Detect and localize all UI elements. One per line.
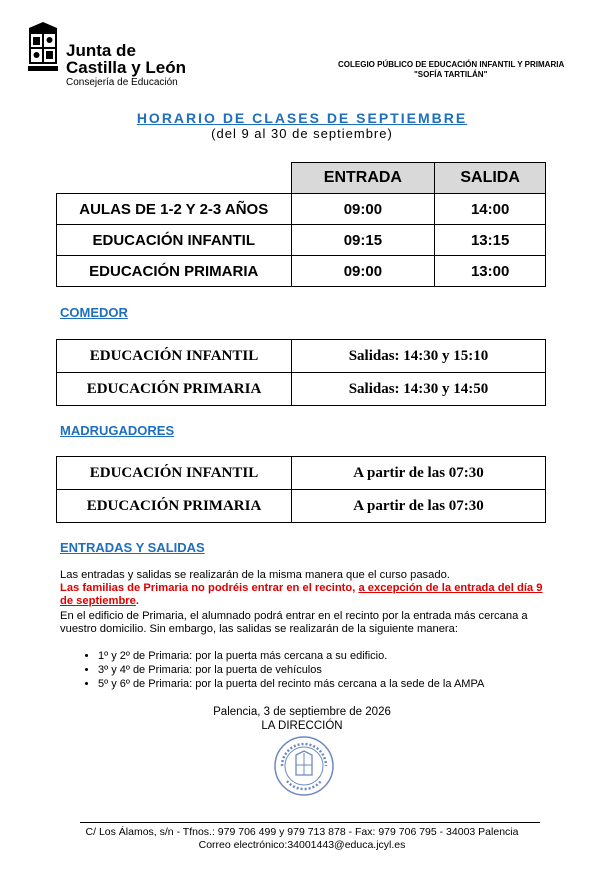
footer-email: Correo electrónico:34001443@educa.jcyl.es [198, 839, 406, 851]
exit-rules-list [60, 649, 484, 691]
org-department: Consejería de Educación [66, 77, 178, 88]
table-row [57, 490, 546, 523]
salida-time: 14:00 [435, 194, 546, 225]
table-row [57, 225, 546, 256]
madrugadores-table [56, 456, 546, 523]
school-stamp-seal [273, 735, 335, 797]
primaria-warning-end: . [135, 595, 139, 607]
org-name-line1: Junta de [66, 41, 136, 60]
header-entrada: ENTRADA [291, 163, 435, 194]
row-label: EDUCACIÓN INFANTIL [57, 457, 292, 490]
row-label: AULAS DE 1-2 Y 2-3 AÑOS [57, 194, 292, 225]
row-label: EDUCACIÓN PRIMARIA [57, 256, 292, 287]
header-salida: SALIDA [435, 163, 546, 194]
page-title: HORARIO DE CLASES DE SEPTIEMBRE [136, 110, 468, 126]
entrada-time: 09:00 [291, 256, 435, 287]
table-row [57, 256, 546, 287]
signer: LA DIRECCIÓN [261, 720, 343, 732]
schedule-header-row [57, 163, 546, 194]
row-value: Salidas: 14:30 y 14:50 [292, 373, 546, 406]
entradas-paragraph-1: Las entradas y salidas se realizarán de la misma manera que el curso pasado. [60, 569, 450, 581]
table-row [57, 340, 546, 373]
entrada-time: 09:15 [291, 225, 435, 256]
schedule-table [56, 162, 546, 287]
row-label: EDUCACIÓN INFANTIL [57, 225, 292, 256]
footer-divider [80, 822, 540, 823]
table-row [57, 457, 546, 490]
table-row [57, 194, 546, 225]
table-row [57, 373, 546, 406]
entradas-paragraph-3: En el edificio de Primaria, el alumnado podrá entrar en el recinto por la entrada más cercana a vuestro domicilio. Sin embargo, las salidas se realizarán de la siguiente manera: [60, 610, 528, 635]
page-subtitle: (del 9 al 30 de septiembre) [211, 126, 393, 141]
castilla-leon-coat-of-arms-logo [26, 20, 60, 72]
list-item: • 5º y 6º de Primaria: por la puerta del recinto más cercana a la sede de la AMPA [98, 677, 484, 691]
list-item: • 3º y 4º de Primaria: por la puerta de vehículos [98, 663, 484, 677]
footer-address: C/ Los Álamos, s/n - Tfnos.: 979 706 499 y 979 713 878 - Fax: 979 706 795 - 34003 Palencia [85, 826, 519, 838]
school-subname: "SOFÍA TARTILÁN" [414, 70, 488, 79]
org-name-line2: Castilla y León [66, 58, 186, 77]
row-label: EDUCACIÓN PRIMARIA [57, 373, 292, 406]
comedor-heading: COMEDOR [60, 305, 128, 320]
entradas-heading: ENTRADAS Y SALIDAS [60, 540, 205, 555]
entradas-paragraph-2 [60, 582, 550, 608]
row-label: EDUCACIÓN PRIMARIA [57, 490, 292, 523]
row-value: A partir de las 07:30 [292, 490, 546, 523]
entrada-time: 09:00 [291, 194, 435, 225]
school-name: COLEGIO PÚBLICO DE EDUCACIÓN INFANTIL Y PRIMARIA [338, 60, 565, 69]
primaria-exception: a excepción de la entrada del día 9 de septiembre [60, 582, 543, 607]
place-date: Palencia, 3 de septiembre de 2026 [213, 706, 391, 718]
salida-time: 13:00 [435, 256, 546, 287]
blank-header-cell [57, 163, 292, 194]
primaria-warning: Las familias de Primaria no podréis entrar en el recinto, [60, 582, 356, 594]
list-item: • 1º y 2º de Primaria: por la puerta más cercana a su edificio. [98, 649, 484, 663]
madrugadores-heading: MADRUGADORES [60, 423, 175, 438]
row-value: A partir de las 07:30 [292, 457, 546, 490]
row-label: EDUCACIÓN INFANTIL [57, 340, 292, 373]
comedor-table [56, 339, 546, 406]
salida-time: 13:15 [435, 225, 546, 256]
row-value: Salidas: 14:30 y 15:10 [292, 340, 546, 373]
